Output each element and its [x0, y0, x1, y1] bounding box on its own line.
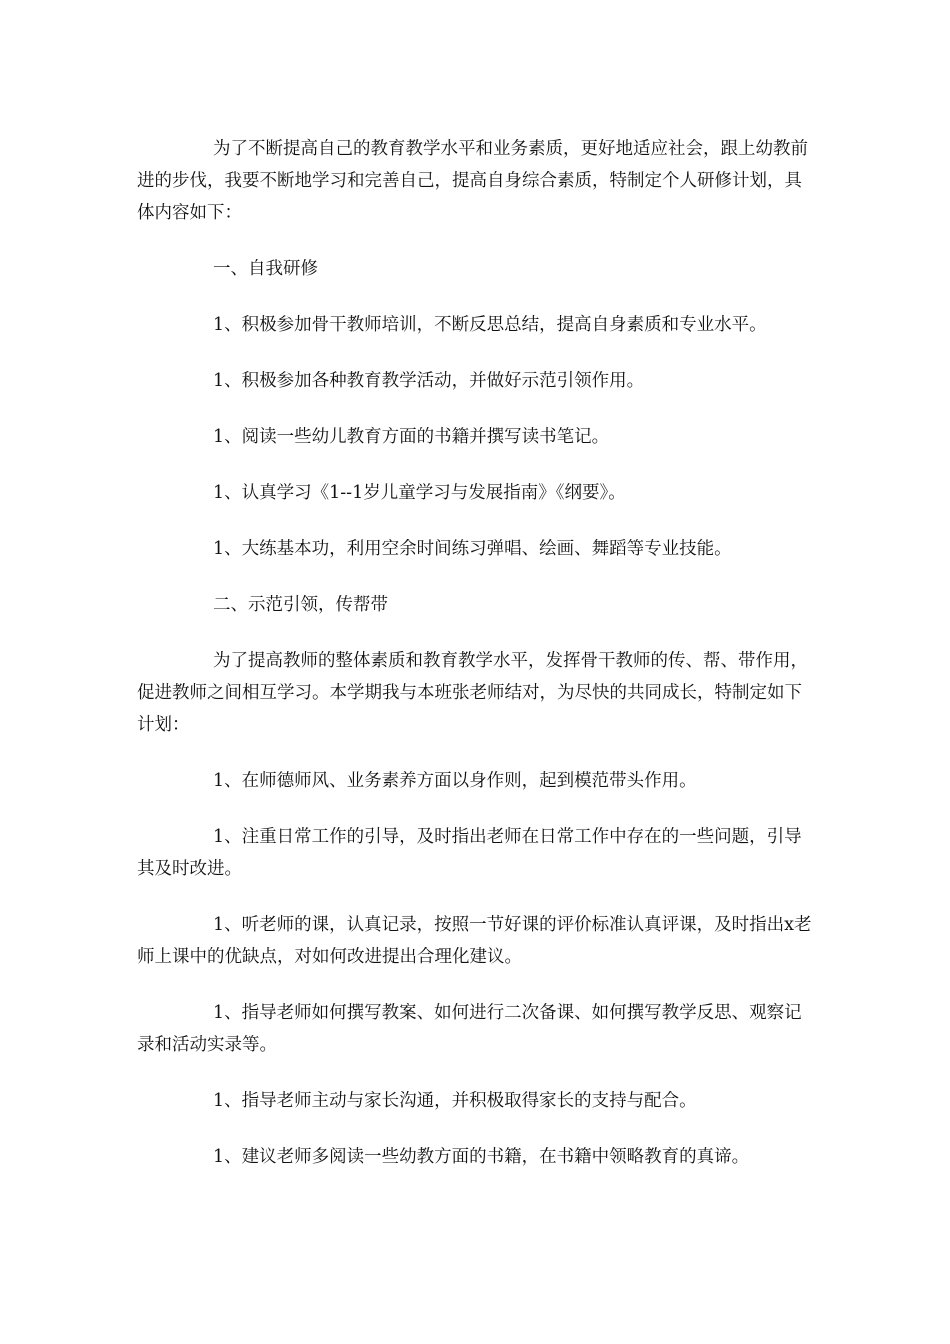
list-item: 1、积极参加骨干教师培训，不断反思总结，提高自身素质和专业水平。 [213, 315, 767, 335]
section-intro-paragraph: 为了提高教师的整体素质和教育教学水平，发挥骨干教师的传、帮、带作用，促进教师之间相互学习。本学期我与本班张老师结对，为尽快的共同成长，特制定如下计划： [137, 651, 808, 735]
list-item: 1、建议老师多阅读一些幼教方面的书籍，在书籍中领略教育的真谛。 [213, 1147, 750, 1167]
list-item: 1、积极参加各种教育教学活动，并做好示范引领作用。 [213, 371, 645, 391]
list-item: 1、指导老师如何撰写教案、如何进行二次备课、如何撰写教学反思、观察记录和活动实录等。 [137, 1003, 802, 1055]
list-item: 1、指导老师主动与家长沟通，并积极取得家长的支持与配合。 [213, 1091, 697, 1111]
section-heading-mentoring: 二、示范引领，传帮带 [213, 595, 388, 615]
document-body [137, 133, 817, 1173]
list-item: 1、注重日常工作的引导，及时指出老师在日常工作中存在的一些问题，引导其及时改进。 [137, 827, 802, 879]
list-item: 1、阅读一些幼儿教育方面的书籍并撰写读书笔记。 [213, 427, 610, 447]
section-heading-self-study: 一、自我研修 [213, 259, 318, 279]
list-item: 1、听老师的课，认真记录，按照一节好课的评价标准认真评课，及时指出x老师上课中的优缺点，对如何改进提出合理化建议。 [137, 915, 812, 967]
list-item: 1、在师德师风、业务素养方面以身作则，起到模范带头作用。 [213, 771, 697, 791]
list-item: 1、认真学习《1--1岁儿童学习与发展指南》《纲要》。 [213, 483, 626, 503]
list-item: 1、大练基本功，利用空余时间练习弹唱、绘画、舞蹈等专业技能。 [213, 539, 732, 559]
intro-paragraph: 为了不断提高自己的教育教学水平和业务素质，更好地适应社会，跟上幼教前进的步伐，我要不断地学习和完善自己，提高自身综合素质，特制定个人研修计划，具体内容如下： [137, 139, 808, 223]
